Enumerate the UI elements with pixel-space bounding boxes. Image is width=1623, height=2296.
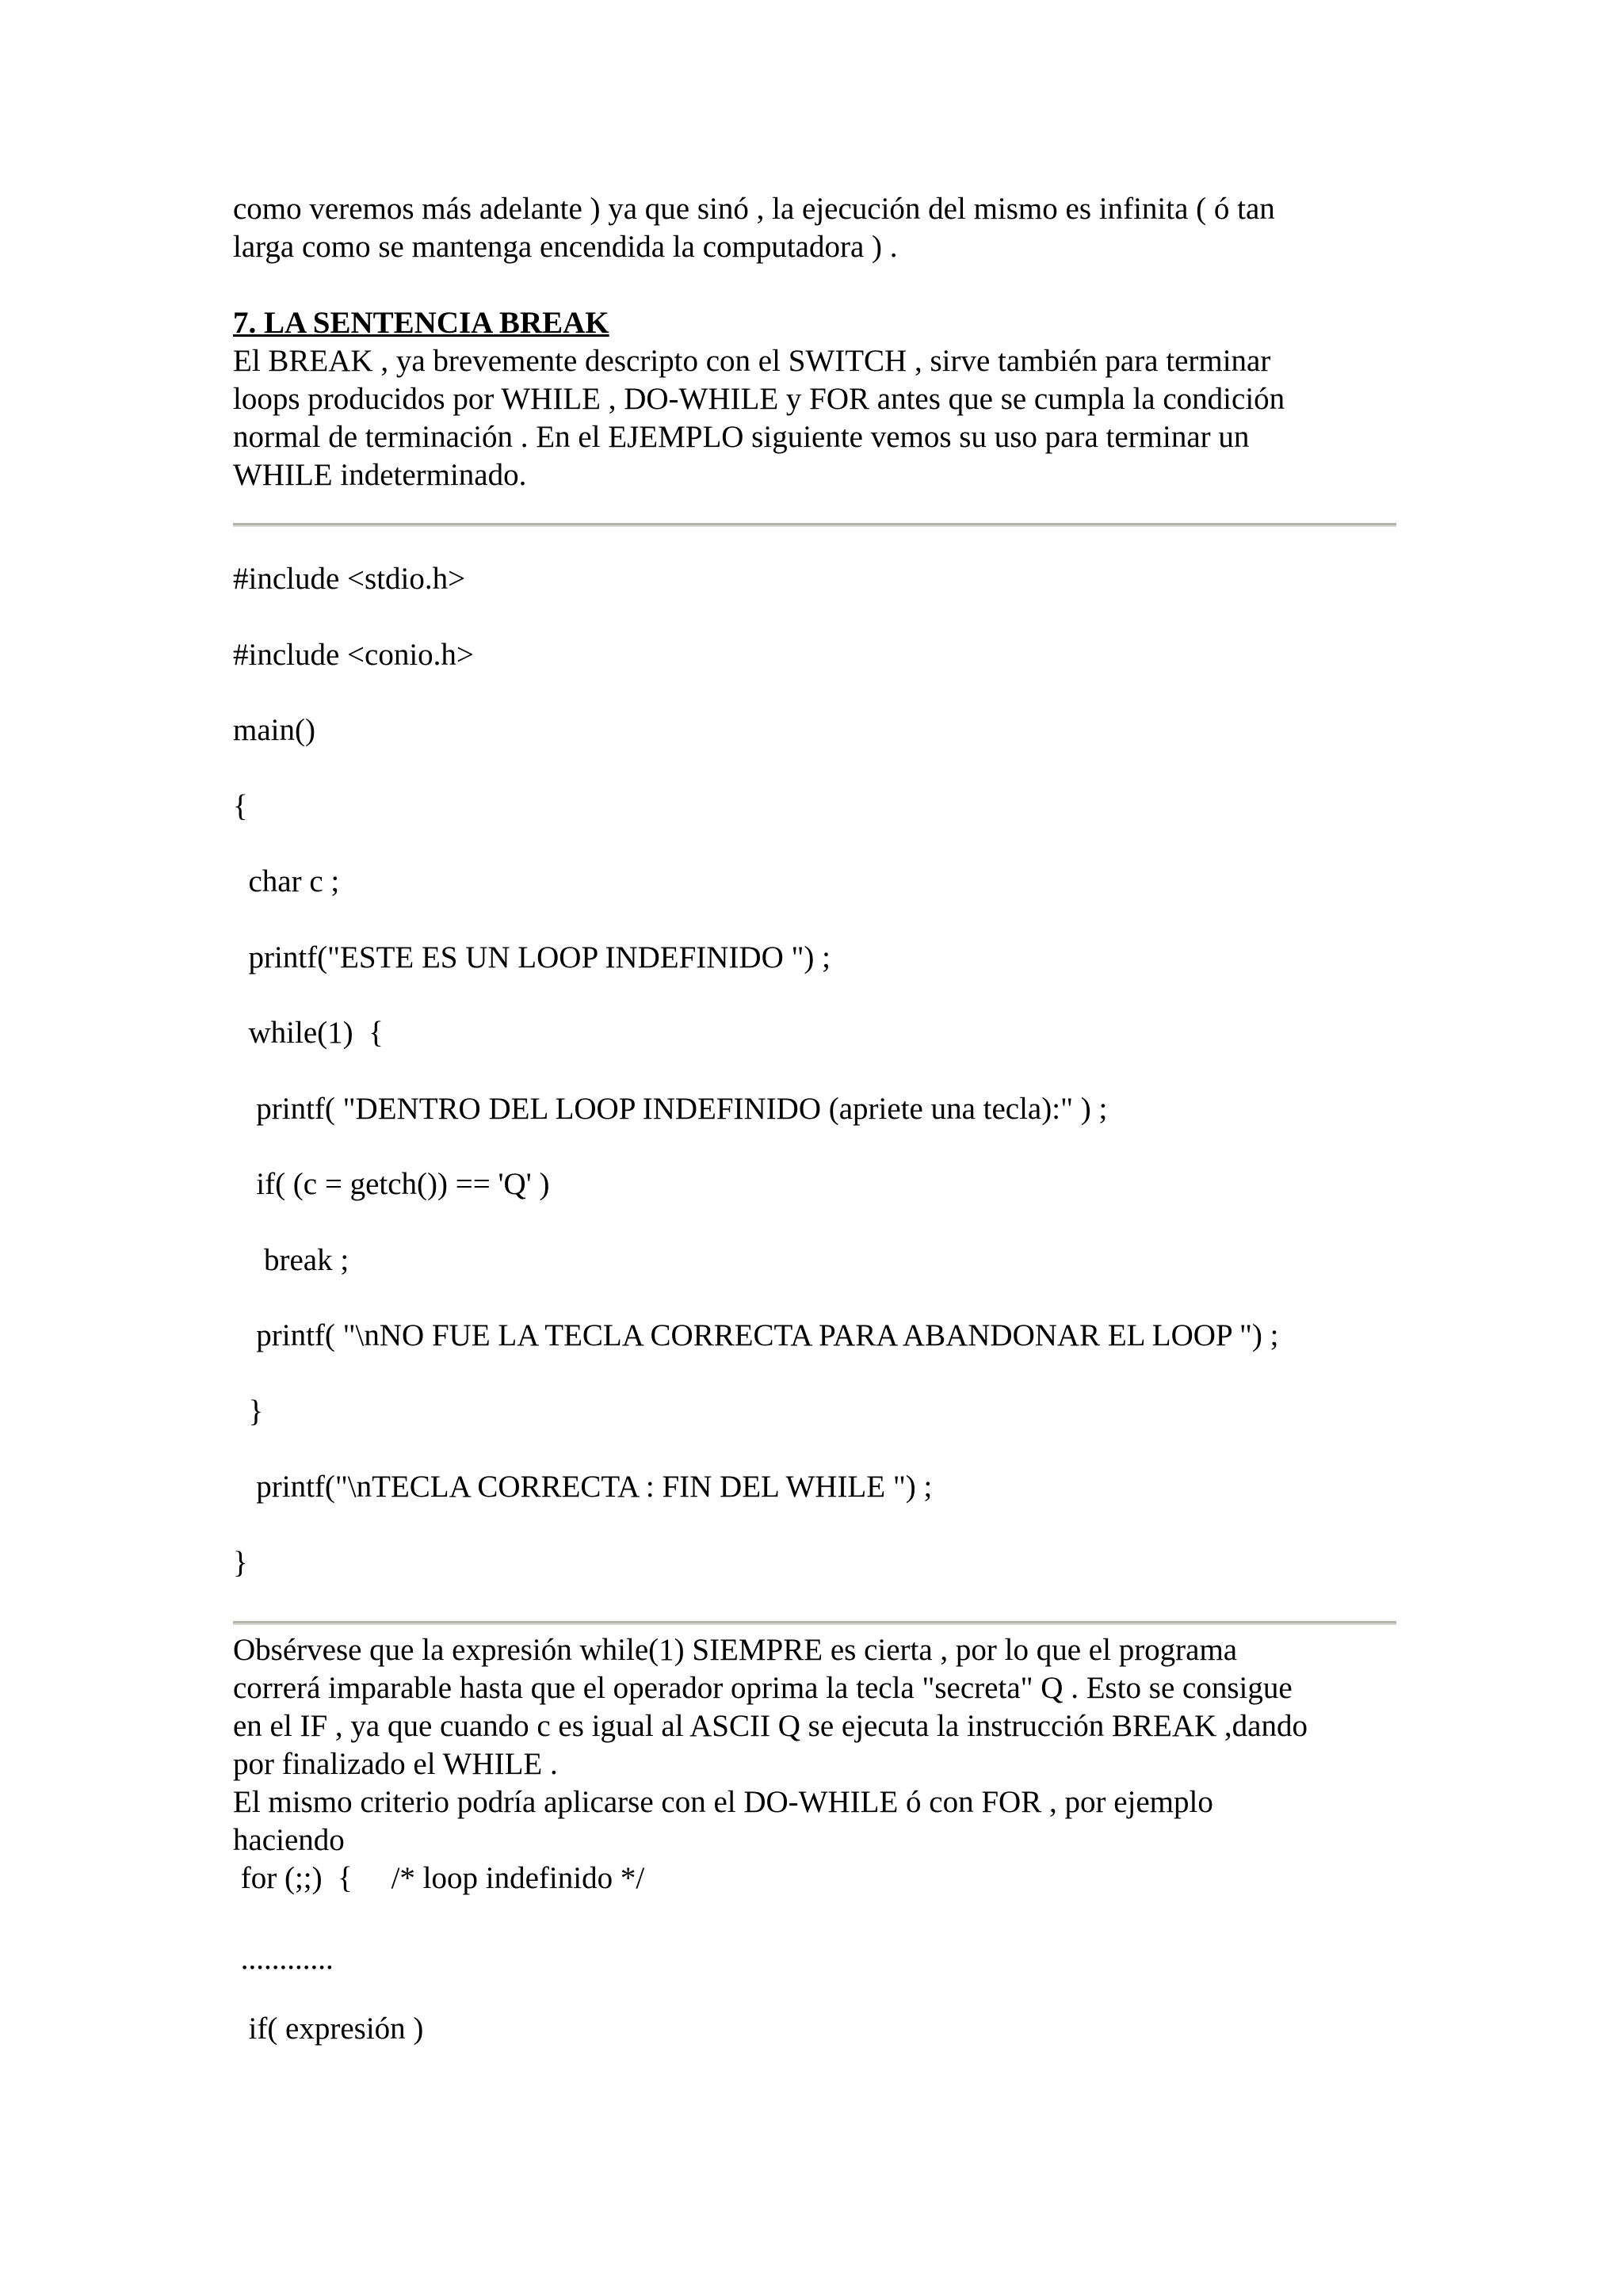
- text-line: en el IF , ya que cuando c es igual al ASCII Q se ejecuta la instrucción BREAK ,dando: [233, 1708, 1308, 1743]
- text-line: El BREAK , ya brevemente descripto con el SWITCH , sirve también para terminar: [233, 344, 1271, 378]
- code-line: }: [233, 1545, 248, 1580]
- section-heading: 7. LA SENTENCIA BREAK: [233, 306, 609, 340]
- text-line: como veremos más adelante ) ya que sinó , la ejecución del mismo es infinita ( ó tan: [233, 192, 1275, 226]
- text-line: El mismo criterio podría aplicarse con el DO-WHILE ó con FOR , por ejemplo: [233, 1784, 1213, 1819]
- text-line: normal de terminación . En el EJEMPLO siguiente vemos su uso para terminar un: [233, 420, 1250, 454]
- code-line: #include <stdio.h>: [233, 562, 466, 596]
- code-line: #include <conio.h>: [233, 637, 474, 672]
- code-line: }: [233, 1394, 264, 1428]
- section-paragraph: [233, 342, 1398, 494]
- code-line-dots: ............: [233, 1941, 334, 1976]
- code-line: if( (c = getch()) == 'Q' ): [233, 1167, 550, 1201]
- code-line: printf( "\nNO FUE LA TECLA CORRECTA PARA ABANDONAR EL LOOP ") ;: [233, 1318, 1279, 1352]
- code-line: printf("ESTE ES UN LOOP INDEFINIDO ") ;: [233, 940, 831, 974]
- intro-paragraph: [233, 190, 1398, 266]
- code-line: while(1) {: [233, 1016, 384, 1050]
- text-line: loops producidos por WHILE , DO-WHILE y FOR antes que se cumpla la condición: [233, 382, 1285, 416]
- code-line: printf("\nTECLA CORRECTA : FIN DEL WHILE ") ;: [233, 1470, 933, 1504]
- text-line: haciendo: [233, 1822, 345, 1857]
- code-line-if: if( expresión ): [233, 2011, 424, 2046]
- text-line: correrá imparable hasta que el operador oprima la tecla "secreta" Q . Esto se consigue: [233, 1670, 1293, 1705]
- document-page: [233, 190, 1398, 2048]
- code-line: break ;: [233, 1242, 349, 1277]
- code-snippet-tail: [233, 1859, 1398, 2048]
- code-line: main(): [233, 713, 315, 747]
- text-line: larga como se mantenga encendida la computadora ) .: [233, 230, 898, 264]
- code-line: {: [233, 788, 248, 823]
- code-line: char c ;: [233, 864, 340, 898]
- text-line: WHILE indeterminado.: [233, 458, 527, 492]
- code-line: printf( "DENTRO DEL LOOP INDEFINIDO (apriete una tecla):" ) ;: [233, 1091, 1108, 1126]
- text-line: por finalizado el WHILE .: [233, 1746, 558, 1781]
- code-block: [233, 560, 1398, 1582]
- code-line-for: for (;;) { /* loop indefinido */: [233, 1860, 645, 1895]
- text-line: Obsérvese que la expresión while(1) SIEMPRE es cierta , por lo que el programa: [233, 1632, 1238, 1667]
- explanation-paragraph: [233, 1631, 1398, 1859]
